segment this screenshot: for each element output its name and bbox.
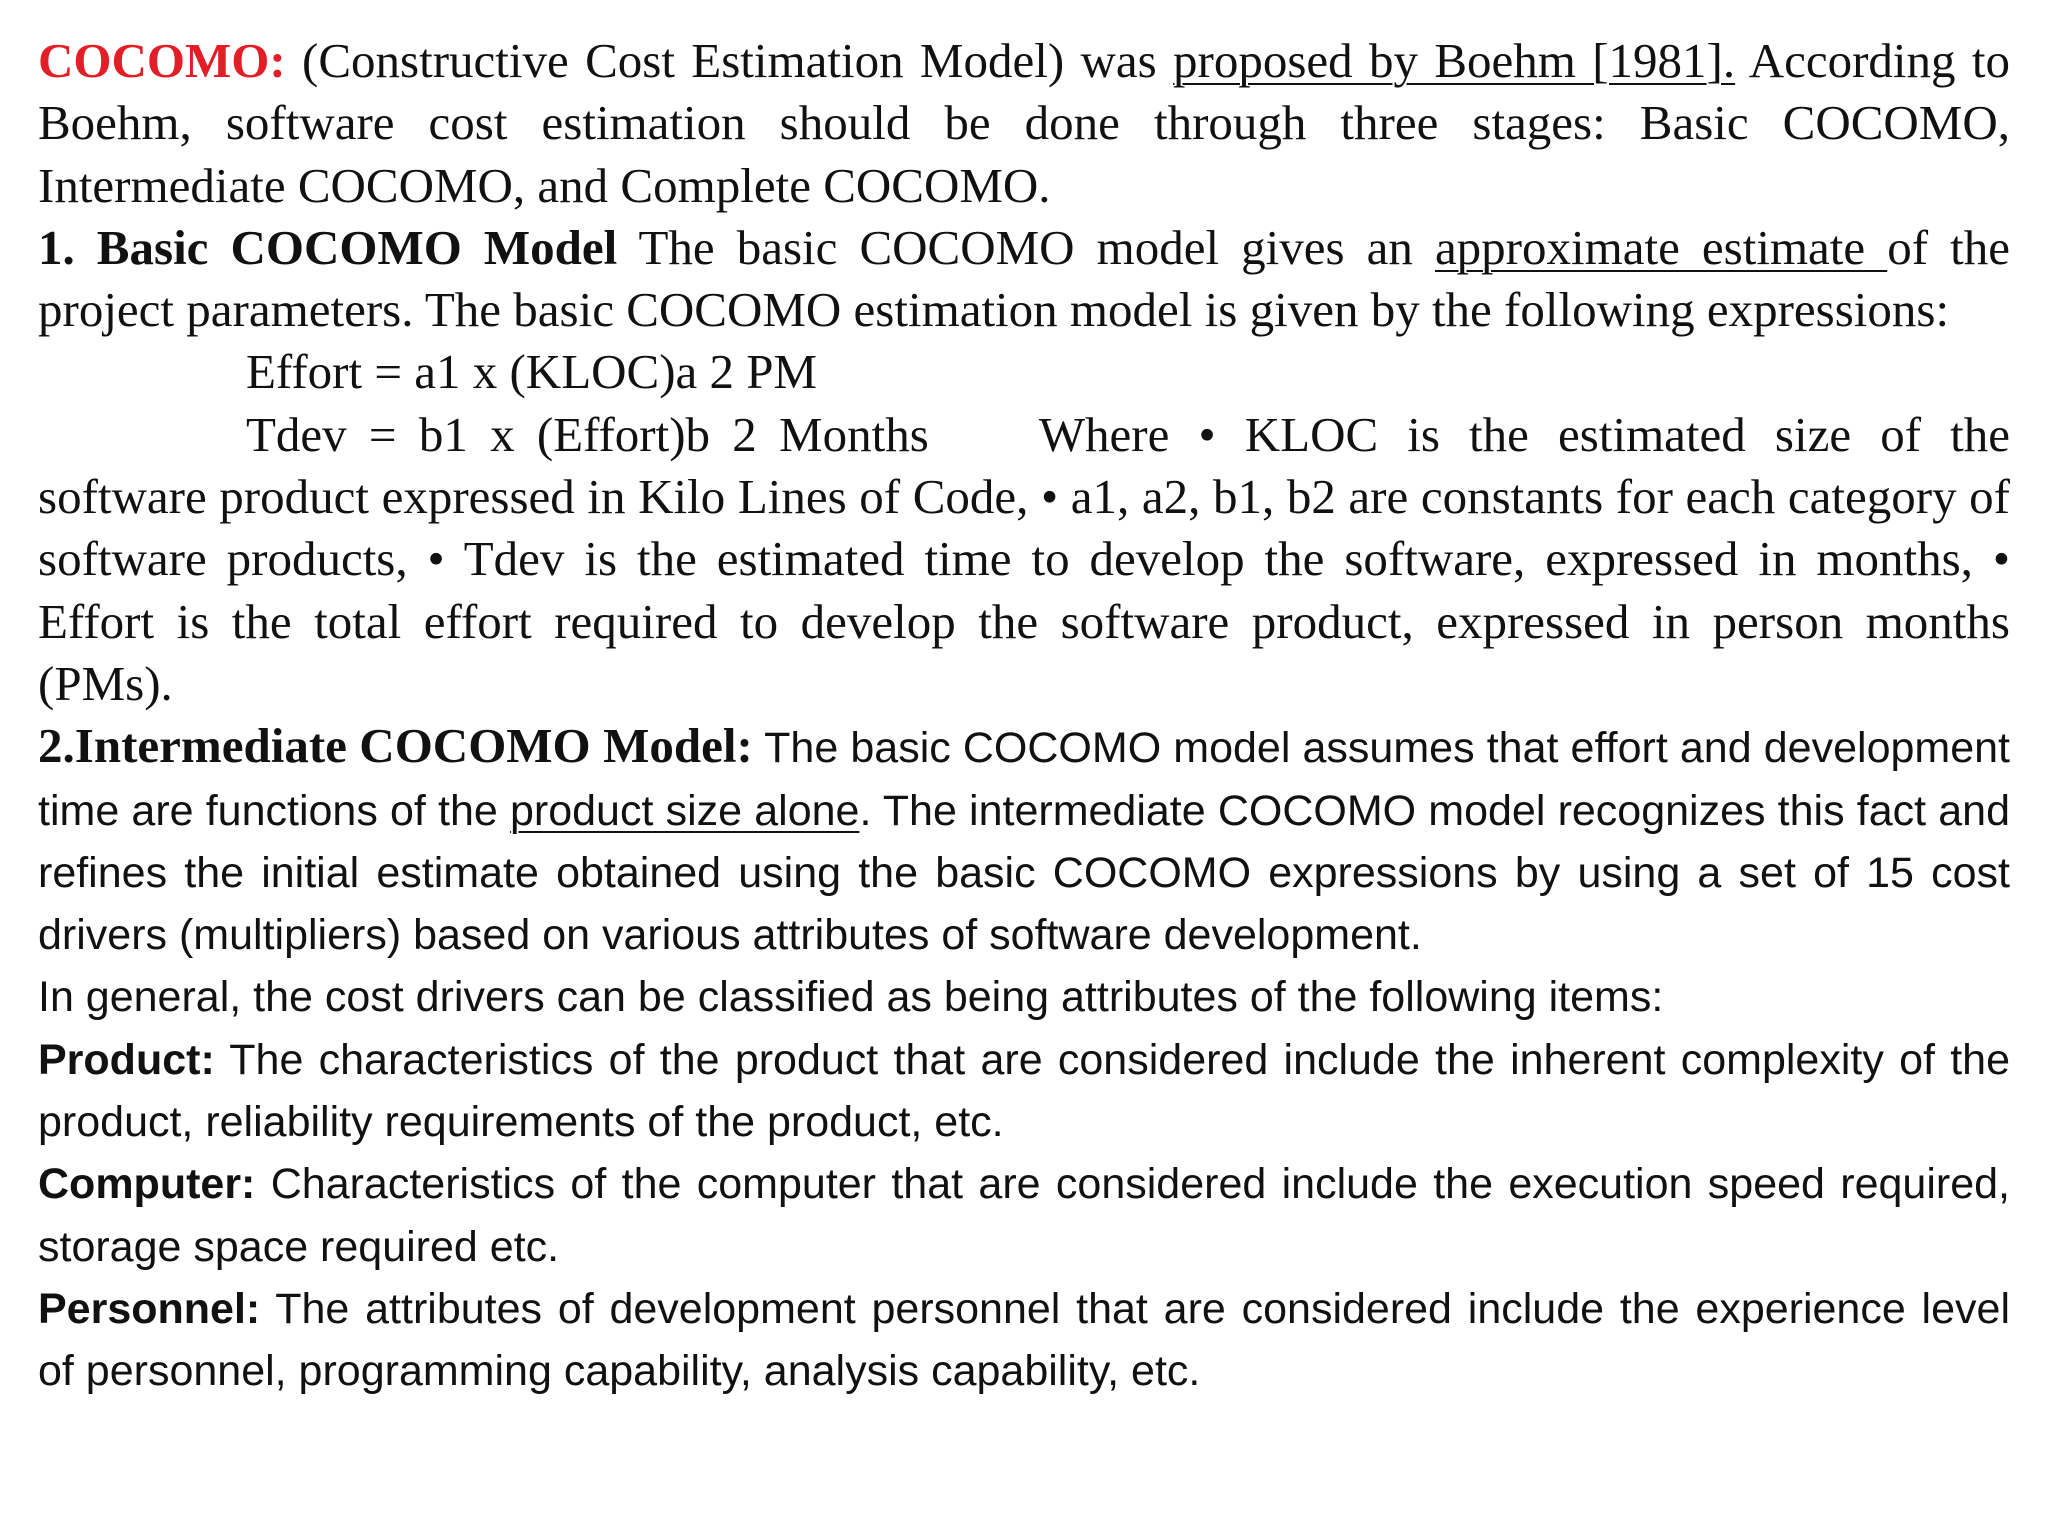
basic-model-heading: 1. Basic COCOMO Model	[38, 219, 618, 275]
where-start: Where • KLOC is the estimated size of the	[1038, 406, 2010, 462]
personnel-description: The attributes of development personnel that are considered include the experience level of personnel, programming capability, analysis capability, etc.	[38, 1284, 2010, 1396]
intermediate-text-after: . The intermediate COCOMO model recognizes this fact and refines the initial estimate obtained using the basic COCOMO expressions by using a set of 15 cost drivers (multipliers) based on various attributes of software development.	[38, 786, 2010, 960]
classification-paragraph: In general, the cost drivers can be classified as being attributes of the following items:	[38, 973, 1664, 1022]
personnel-item	[38, 1278, 2010, 1403]
basic-text-after: of the project parameters. The basic COCOMO estimation model is given by the following expressions:	[38, 219, 2010, 338]
document-slide	[38, 30, 2010, 1520]
basic-text-before: The basic COCOMO model gives an	[617, 219, 1435, 275]
personnel-term: Personnel:	[38, 1284, 261, 1333]
computer-term: Computer:	[38, 1160, 256, 1209]
intro-text-after: According to Boehm, software cost estimation should be done through three stages: Basic COCOMO, Intermediate COCOMO, and Complete COCOMO.	[38, 33, 2010, 213]
product-description: The characteristics of the product that are considered include the inherent complexity of the product, reliability requirements of the product, etc.	[38, 1035, 2010, 1147]
basic-model-paragraph	[38, 217, 2010, 342]
where-definitions: software product expressed in Kilo Lines of Code, • a1, a2, b1, b2 are constants for each category of software products, • Tdev is the estimated time to develop the software, expressed in months, • Effort is the total effort required to develop the software product, expressed in person months (PMs).	[38, 469, 2010, 711]
approximate-estimate-phrase: approximate estimate	[1434, 219, 1888, 275]
cocomo-term: COCOMO:	[38, 33, 286, 88]
tdev-formula: Tdev = b1 x (Effort)b 2 Months	[246, 406, 929, 462]
computer-description: Characteristics of the computer that are considered include the execution speed required, storage space required etc.	[38, 1160, 2010, 1271]
effort-formula: Effort = a1 x (KLOC)a 2 PM	[246, 344, 818, 400]
intro-text-before: (Constructive Cost Estimation Model) was	[285, 33, 1174, 88]
product-term: Product:	[38, 1035, 215, 1084]
boehm-reference: proposed by Boehm [1981].	[1173, 33, 1736, 88]
product-item	[38, 1029, 2010, 1154]
intro-paragraph	[38, 30, 2010, 217]
computer-item	[38, 1153, 2010, 1278]
intermediate-text-before: The basic COCOMO model assumes that effort and development time are functions of the	[38, 724, 2010, 835]
product-size-alone-phrase: product size alone	[509, 786, 860, 835]
intermediate-model-heading: 2.Intermediate COCOMO Model:	[38, 718, 753, 774]
intermediate-model-paragraph	[38, 715, 2010, 966]
tdev-where-line	[246, 404, 2010, 466]
